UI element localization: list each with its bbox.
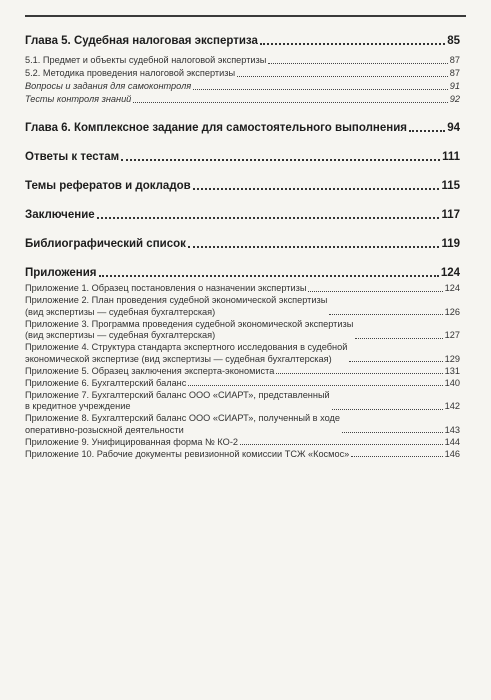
appendix-entry[interactable]	[25, 342, 460, 365]
toc-entry-line: Приложение 9. Унифицированная форма № КО-2	[25, 436, 238, 447]
toc-page-number: 124	[440, 267, 460, 279]
toc-chapter-6[interactable]	[25, 121, 460, 135]
toc-entry-label	[25, 283, 306, 295]
table-of-contents	[25, 34, 460, 461]
toc-entry-line: в кредитное учреждение	[25, 401, 131, 411]
toc-page-number: 94	[447, 122, 460, 134]
toc-subentry[interactable]	[25, 94, 460, 106]
toc-entry-label: Ответы к тестам	[25, 151, 120, 163]
leader-dots	[349, 361, 442, 362]
leader-dots	[342, 432, 443, 433]
leader-dots	[121, 159, 440, 161]
toc-entry-line: Приложение 5. Образец заключения эксперта-экономиста	[25, 365, 275, 376]
toc-bibliography[interactable]	[25, 237, 460, 251]
toc-page-number: 87	[449, 68, 460, 78]
toc-entry-label: Приложения	[25, 267, 97, 279]
toc-entry-label	[25, 378, 186, 390]
toc-subentry[interactable]	[25, 68, 460, 80]
leader-dots	[409, 130, 445, 132]
toc-page-number: 131	[444, 365, 460, 376]
toc-page-number: 126	[444, 306, 460, 317]
toc-page-number: 127	[444, 330, 460, 340]
toc-entry-label: Заключение	[25, 209, 95, 221]
toc-entry-label	[25, 342, 347, 365]
toc-page-number: 142	[444, 401, 460, 411]
toc-subentry[interactable]	[25, 81, 460, 93]
leader-dots	[193, 89, 448, 90]
toc-entry-line: Приложение 3. Программа проведения судебной экономической экспертизы	[25, 318, 354, 329]
toc-entry-label	[25, 413, 340, 436]
toc-entry-line: Приложение 7. Бухгалтерский баланс ООО «СИАРТ», представленный	[25, 389, 330, 400]
toc-entry-label	[25, 319, 353, 342]
toc-entry-label	[25, 449, 349, 461]
toc-entry-label: Тесты контроля знаний	[25, 94, 132, 104]
leader-dots	[193, 188, 440, 190]
toc-entry-label	[25, 390, 330, 413]
toc-page-number: 119	[441, 238, 460, 250]
toc-page-number: 91	[449, 81, 460, 91]
appendix-entry[interactable]	[25, 378, 460, 390]
leader-dots	[276, 373, 442, 374]
toc-page-number: 146	[444, 448, 460, 459]
toc-page-number: 140	[444, 377, 460, 388]
toc-page-number: 92	[449, 94, 460, 104]
leader-dots	[237, 76, 448, 77]
leader-dots	[133, 102, 447, 103]
toc-subentry[interactable]	[25, 55, 460, 67]
toc-conclusion[interactable]	[25, 208, 460, 222]
toc-chapter-5[interactable]	[25, 34, 460, 48]
toc-entry-label	[25, 437, 238, 449]
leader-dots	[355, 338, 442, 339]
appendix-entry[interactable]	[25, 283, 460, 295]
toc-entry-line: оперативно-розыскной деятельности	[25, 424, 184, 435]
leader-dots	[268, 63, 447, 64]
appendix-entry[interactable]	[25, 437, 460, 449]
toc-answers[interactable]	[25, 150, 460, 164]
leader-dots	[188, 246, 440, 248]
toc-page-number: 143	[444, 424, 460, 435]
toc-entry-label: Библиографический список	[25, 238, 186, 250]
toc-entry-label: Глава 5. Судебная налоговая экспертиза	[25, 35, 258, 47]
toc-page-number: 111	[442, 151, 460, 163]
toc-entry-label: 5.2. Методика проведения налоговой экспертизы	[25, 68, 236, 78]
leader-dots	[188, 385, 442, 386]
toc-entry-line: Приложение 8. Бухгалтерский баланс ООО «СИАРТ», полученный в ходе	[25, 413, 340, 423]
leader-dots	[308, 291, 442, 292]
leader-dots	[99, 275, 439, 277]
appendix-entry[interactable]	[25, 449, 460, 461]
toc-entry-line: Приложение 10. Рабочие документы ревизионной комиссии ТСЖ «Космос»	[25, 448, 350, 459]
toc-page-number: 115	[441, 180, 460, 192]
top-rule	[25, 15, 466, 17]
toc-entry-label: Темы рефератов и докладов	[25, 180, 191, 192]
toc-entry-line: (вид экспертизы — судебная бухгалтерская)	[25, 330, 216, 340]
toc-appendices[interactable]	[25, 266, 460, 280]
appendix-entry[interactable]	[25, 295, 460, 318]
toc-entry-label: 5.1. Предмет и объекты судебной налоговой экспертизы	[25, 55, 267, 65]
leader-dots	[260, 43, 445, 45]
toc-entry-label	[25, 366, 274, 378]
toc-topics[interactable]	[25, 179, 460, 193]
appendix-entry[interactable]	[25, 413, 460, 436]
toc-page-number: 117	[441, 209, 460, 221]
toc-entry-label: Глава 6. Комплексное задание для самостоятельного выполнения	[25, 122, 407, 134]
toc-page-number: 85	[447, 35, 460, 47]
appendix-entries	[25, 283, 460, 460]
toc-page-number: 144	[444, 436, 460, 447]
toc-entry-line: Приложение 4. Структура стандарта экспертного исследования в судебной	[25, 342, 348, 352]
appendix-entry[interactable]	[25, 390, 460, 413]
toc-entry-line: Приложение 6. Бухгалтерский баланс	[25, 377, 187, 388]
chapter-5-subentries	[25, 55, 460, 106]
toc-entry-label: Вопросы и задания для самоконтроля	[25, 81, 192, 91]
toc-entry-line: Приложение 2. План проведения судебной экономической экспертизы	[25, 295, 328, 305]
appendix-entry[interactable]	[25, 319, 460, 342]
toc-entry-line: (вид экспертизы — судебная бухгалтерская)	[25, 306, 216, 317]
toc-entry-line: экономической экспертизе (вид экспертизы — судебная бухгалтерская)	[25, 353, 332, 364]
leader-dots	[240, 444, 443, 445]
leader-dots	[329, 314, 442, 315]
toc-entry-line: Приложение 1. Образец постановления о назначении экспертизы	[25, 283, 307, 293]
leader-dots	[97, 217, 440, 219]
toc-page-number: 87	[449, 55, 460, 65]
toc-page-number: 124	[444, 283, 460, 293]
toc-entry-label	[25, 295, 327, 318]
leader-dots	[351, 456, 442, 457]
leader-dots	[332, 409, 443, 410]
appendix-entry[interactable]	[25, 366, 460, 378]
toc-page-number: 129	[444, 353, 460, 364]
